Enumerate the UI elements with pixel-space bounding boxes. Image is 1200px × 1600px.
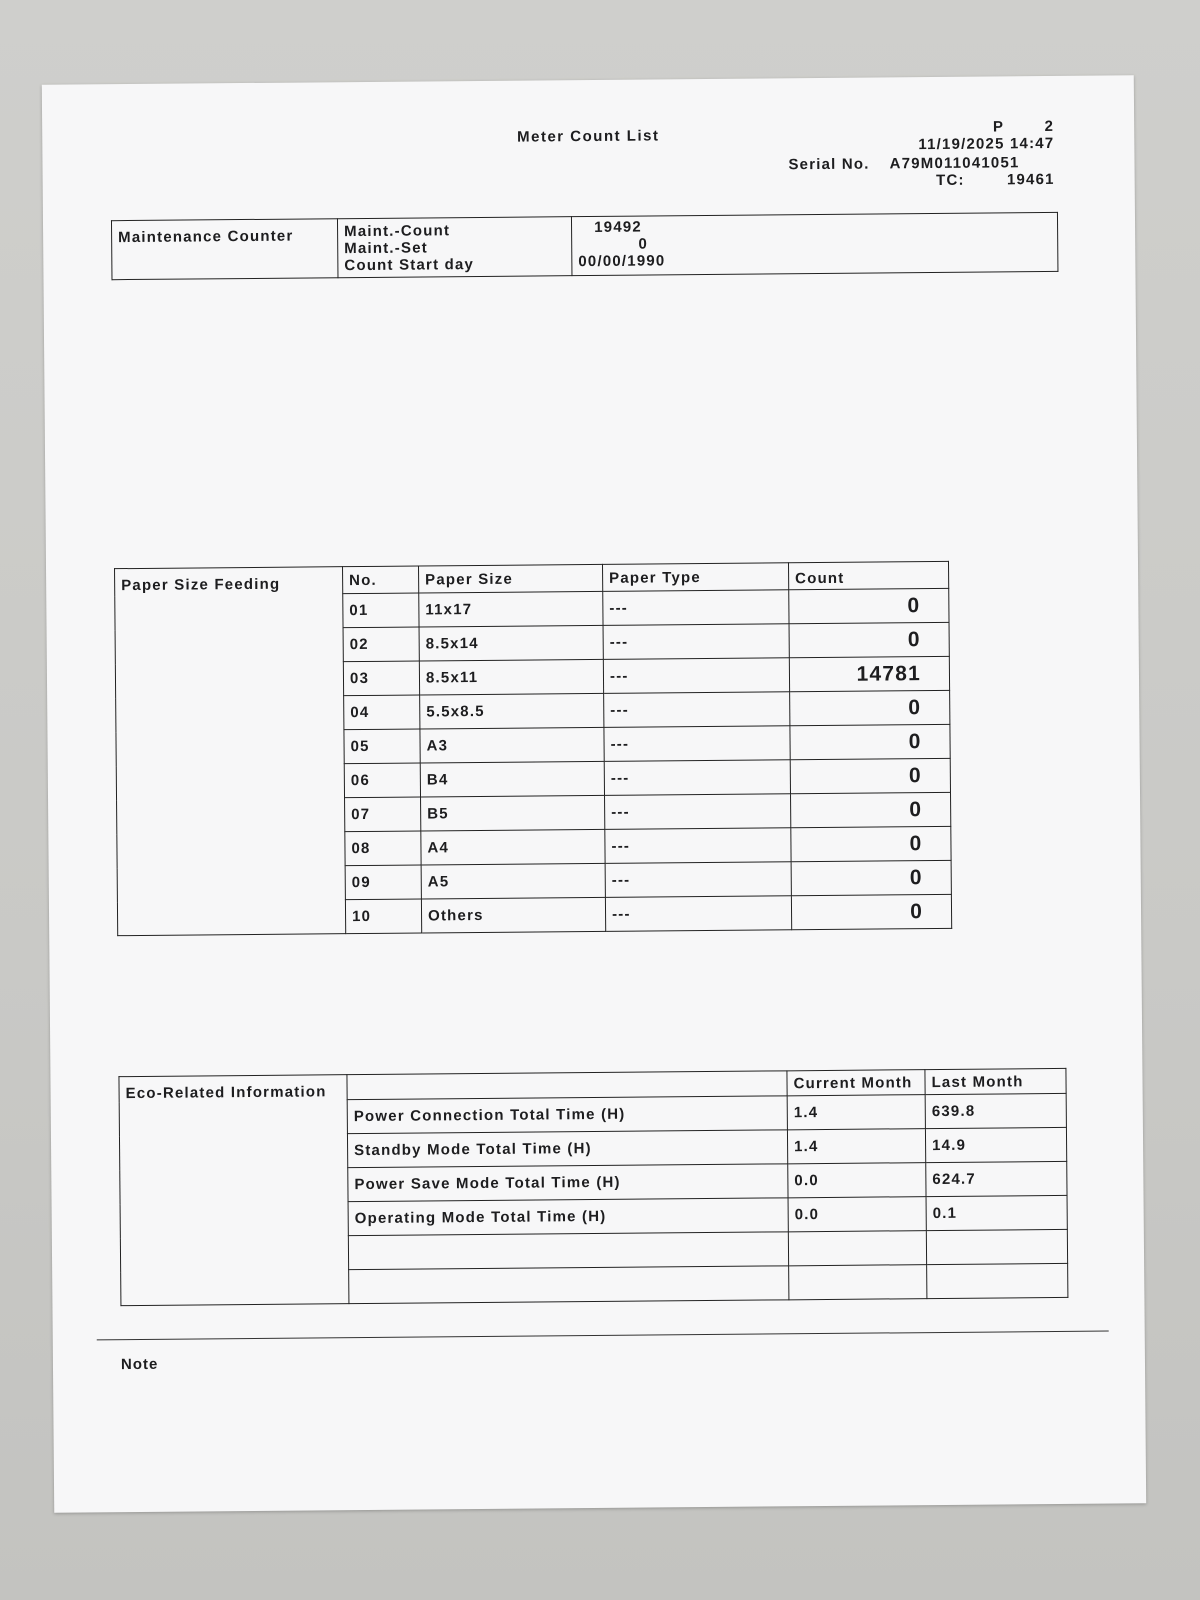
tc-label: TC:	[935, 171, 965, 189]
row-paper-type: ---	[605, 862, 791, 898]
page-number: 2	[1044, 117, 1055, 136]
row-item: Power Save Mode Total Time (H)	[348, 1164, 788, 1202]
row-count: 0	[791, 894, 951, 929]
row-count: 0	[791, 792, 951, 827]
note-label: Note	[120, 1355, 159, 1374]
row-item	[349, 1266, 789, 1304]
row-current-month	[788, 1231, 926, 1266]
column-header-item	[347, 1071, 787, 1100]
printed-sheet	[42, 75, 1146, 1512]
row-item: Standby Mode Total Time (H)	[347, 1130, 787, 1168]
tc-value: 19461	[1006, 170, 1055, 189]
row-no: 08	[345, 831, 421, 866]
row-paper-size: A4	[421, 829, 605, 865]
paper-section-label: Paper Size Feeding	[115, 567, 346, 936]
maint-count-label: Maint.-Count	[344, 222, 451, 241]
column-header-paper-size: Paper Size	[419, 564, 603, 593]
row-item: Operating Mode Total Time (H)	[348, 1198, 788, 1236]
row-paper-size: Others	[421, 897, 605, 933]
row-last-month: 0.1	[926, 1195, 1067, 1230]
row-current-month	[789, 1265, 927, 1300]
row-paper-type: ---	[604, 692, 790, 728]
row-current-month: 1.4	[787, 1095, 925, 1130]
row-count: 0	[790, 758, 950, 793]
row-count: 0	[790, 690, 950, 725]
row-no: 01	[343, 593, 419, 628]
row-paper-type: ---	[604, 760, 790, 796]
row-paper-size: 5.5x8.5	[420, 693, 604, 729]
row-last-month	[926, 1229, 1067, 1264]
paper-size-feeding-table	[114, 561, 952, 936]
eco-section-label: Eco-Related Information	[119, 1075, 349, 1306]
row-current-month: 0.0	[788, 1163, 926, 1198]
maint-set-value: 0	[638, 235, 649, 253]
row-paper-size: B5	[421, 795, 605, 831]
row-current-month: 0.0	[788, 1197, 926, 1232]
maint-count-value: 19492	[594, 218, 642, 236]
row-item: Power Connection Total Time (H)	[347, 1096, 787, 1134]
row-last-month: 639.8	[925, 1093, 1066, 1128]
row-count: 0	[790, 724, 950, 759]
serial-label: Serial No.	[788, 155, 870, 174]
row-paper-type: ---	[604, 726, 790, 762]
row-no: 02	[343, 627, 419, 662]
row-item	[348, 1232, 788, 1270]
note-divider	[97, 1331, 1109, 1341]
row-count: 0	[791, 860, 951, 895]
count-start-day-label: Count Start day	[344, 256, 475, 275]
page-indicator	[993, 118, 1054, 136]
document-title: Meter Count List	[517, 127, 660, 146]
row-no: 06	[344, 763, 420, 798]
column-header-last-month: Last Month	[925, 1068, 1066, 1094]
row-paper-type: ---	[603, 658, 789, 694]
serial-value: A79M011041051	[889, 154, 1020, 173]
maint-set-label: Maint.-Set	[344, 239, 428, 258]
row-paper-type: ---	[603, 590, 789, 626]
row-no: 07	[345, 797, 421, 832]
row-paper-type: ---	[605, 794, 791, 830]
page-label: P	[992, 118, 1005, 136]
row-current-month: 1.4	[787, 1129, 925, 1164]
row-last-month: 14.9	[925, 1127, 1066, 1162]
row-paper-size: B4	[420, 761, 604, 797]
count-start-day-value: 00/00/1990	[578, 252, 666, 271]
row-no: 04	[344, 695, 420, 730]
row-count: 0	[791, 826, 951, 861]
row-paper-size: A5	[421, 863, 605, 899]
row-paper-type: ---	[605, 896, 791, 932]
row-paper-size: 11x17	[419, 591, 603, 627]
row-paper-size: 8.5x11	[419, 659, 603, 695]
row-no: 03	[343, 661, 419, 696]
column-header-current-month: Current Month	[787, 1070, 925, 1096]
maintenance-counter-table	[111, 212, 1058, 280]
print-datetime: 11/19/2025 14:47	[918, 134, 1055, 154]
column-header-no: No.	[343, 566, 419, 594]
eco-related-information-table	[118, 1068, 1068, 1306]
total-counter	[936, 171, 1055, 189]
row-paper-size: 8.5x14	[419, 625, 603, 661]
row-count: 0	[789, 622, 949, 657]
row-paper-type: ---	[605, 828, 791, 864]
row-last-month	[927, 1263, 1068, 1298]
row-paper-type: ---	[603, 624, 789, 660]
serial-number	[788, 154, 1019, 173]
row-count: 0	[789, 588, 949, 623]
column-header-paper-type: Paper Type	[602, 563, 788, 592]
maintenance-section-label: Maintenance Counter	[111, 219, 338, 280]
row-paper-size: A3	[420, 727, 604, 763]
column-header-count: Count	[788, 561, 948, 589]
row-no: 05	[344, 729, 420, 764]
row-no: 09	[345, 865, 421, 900]
row-count: 14781	[789, 656, 949, 691]
maintenance-labels	[337, 217, 572, 278]
row-last-month: 624.7	[926, 1161, 1067, 1196]
row-no: 10	[345, 899, 421, 934]
maintenance-values	[571, 212, 1057, 275]
